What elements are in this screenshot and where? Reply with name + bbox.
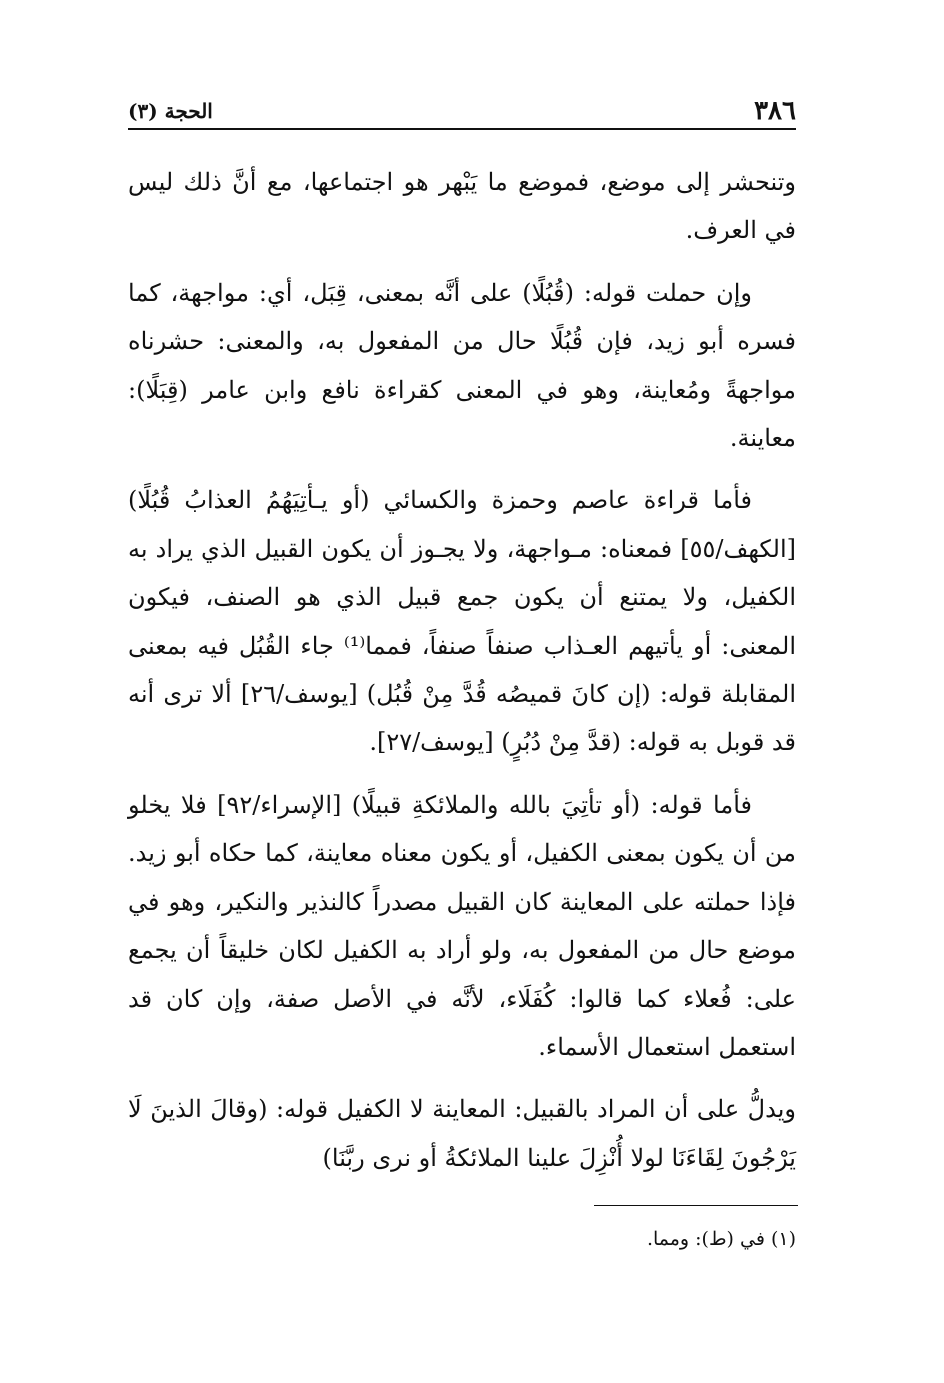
paragraph: وإن حملت قوله: (قُبُلًا) على أنَّه بمعنى، قِبَل، أي: مواجهة، كما فسره أبو زيد، فإن قُبُلًا حال من المفعول به، والمعنى: حشرناه مواجهةً ومُعاينة، وهو في المعنى كقراءة نافع وابن عامر (قِبَلًا): معاينة. [128, 278, 796, 453]
paragraph: فأما قوله: (أو تأتِيَ بالله والملائكةِ قبيلًا) [الإسراء/٩٢] فلا يخلو من أن يكون بمعنى الكفيل، أو يكون معناه معاينة، كما حكاه أبو زيد. فإذا حملته على المعاينة كان القبيل مصدراً كالنذير والنكير، وهو في موضع حال من المفعول به، ولو أراد به الكفيل لكان خليقاً أن يجمع على: فُعلاء كما قالوا: كُفَلَاء، لأنَّه في الأصل صفة، وإن كان قد استعمل استعمال الأسماء. [128, 790, 796, 1061]
running-title: الحجة (٣) [128, 99, 213, 123]
header-rule [128, 128, 796, 130]
paragraph: وتنحشر إلى موضع، فموضع ما يَبْهر هو اجتماعها، مع أنَّ ذلك ليس في العرف. [128, 168, 796, 245]
footnote-rule [594, 1205, 798, 1206]
paragraph: فأما قراءة عاصم وحمزة والكسائي (أو يـأتِيَهُمُ العذابُ قُبُلًا) [الكهف/٥٥] فمعناه: مـواجهة، ولا يجـوز أن يكون القبيل الذي يراد به الكفيل، ولا يمتنع أن يكون جمع قبيل الذي هو الصنف، فيكون المعنى: أو يأتيهم العـذاب صنفاً صنفاً، فمما⁽¹⁾ جاء القُبُل فيه بمعنى المقابلة قوله: (إن كانَ قميصُه قُدَّ مِنْ قُبُل) [يوسف/٢٦] ألا ترى أنه قد قوبل به قوله: (قدَّ مِنْ دُبُرٍ) [يوسف/٢٧]. [128, 486, 797, 757]
footnote: (١) في (ط): ومما. [646, 1228, 796, 1250]
page-number: ٣٨٦ [754, 96, 796, 126]
page-body [128, 158, 796, 1196]
page-header [128, 92, 796, 126]
paragraph: ويدلُّ على أن المراد بالقبيل: المعاينة لا الكفيل قوله: (وقالَ الذينَ لَا يَرْجُونَ لِقَاءَنَا لولا أُنْزِلَ علينا الملائكةُ أو نرى ربَّنَا) [128, 1095, 796, 1172]
